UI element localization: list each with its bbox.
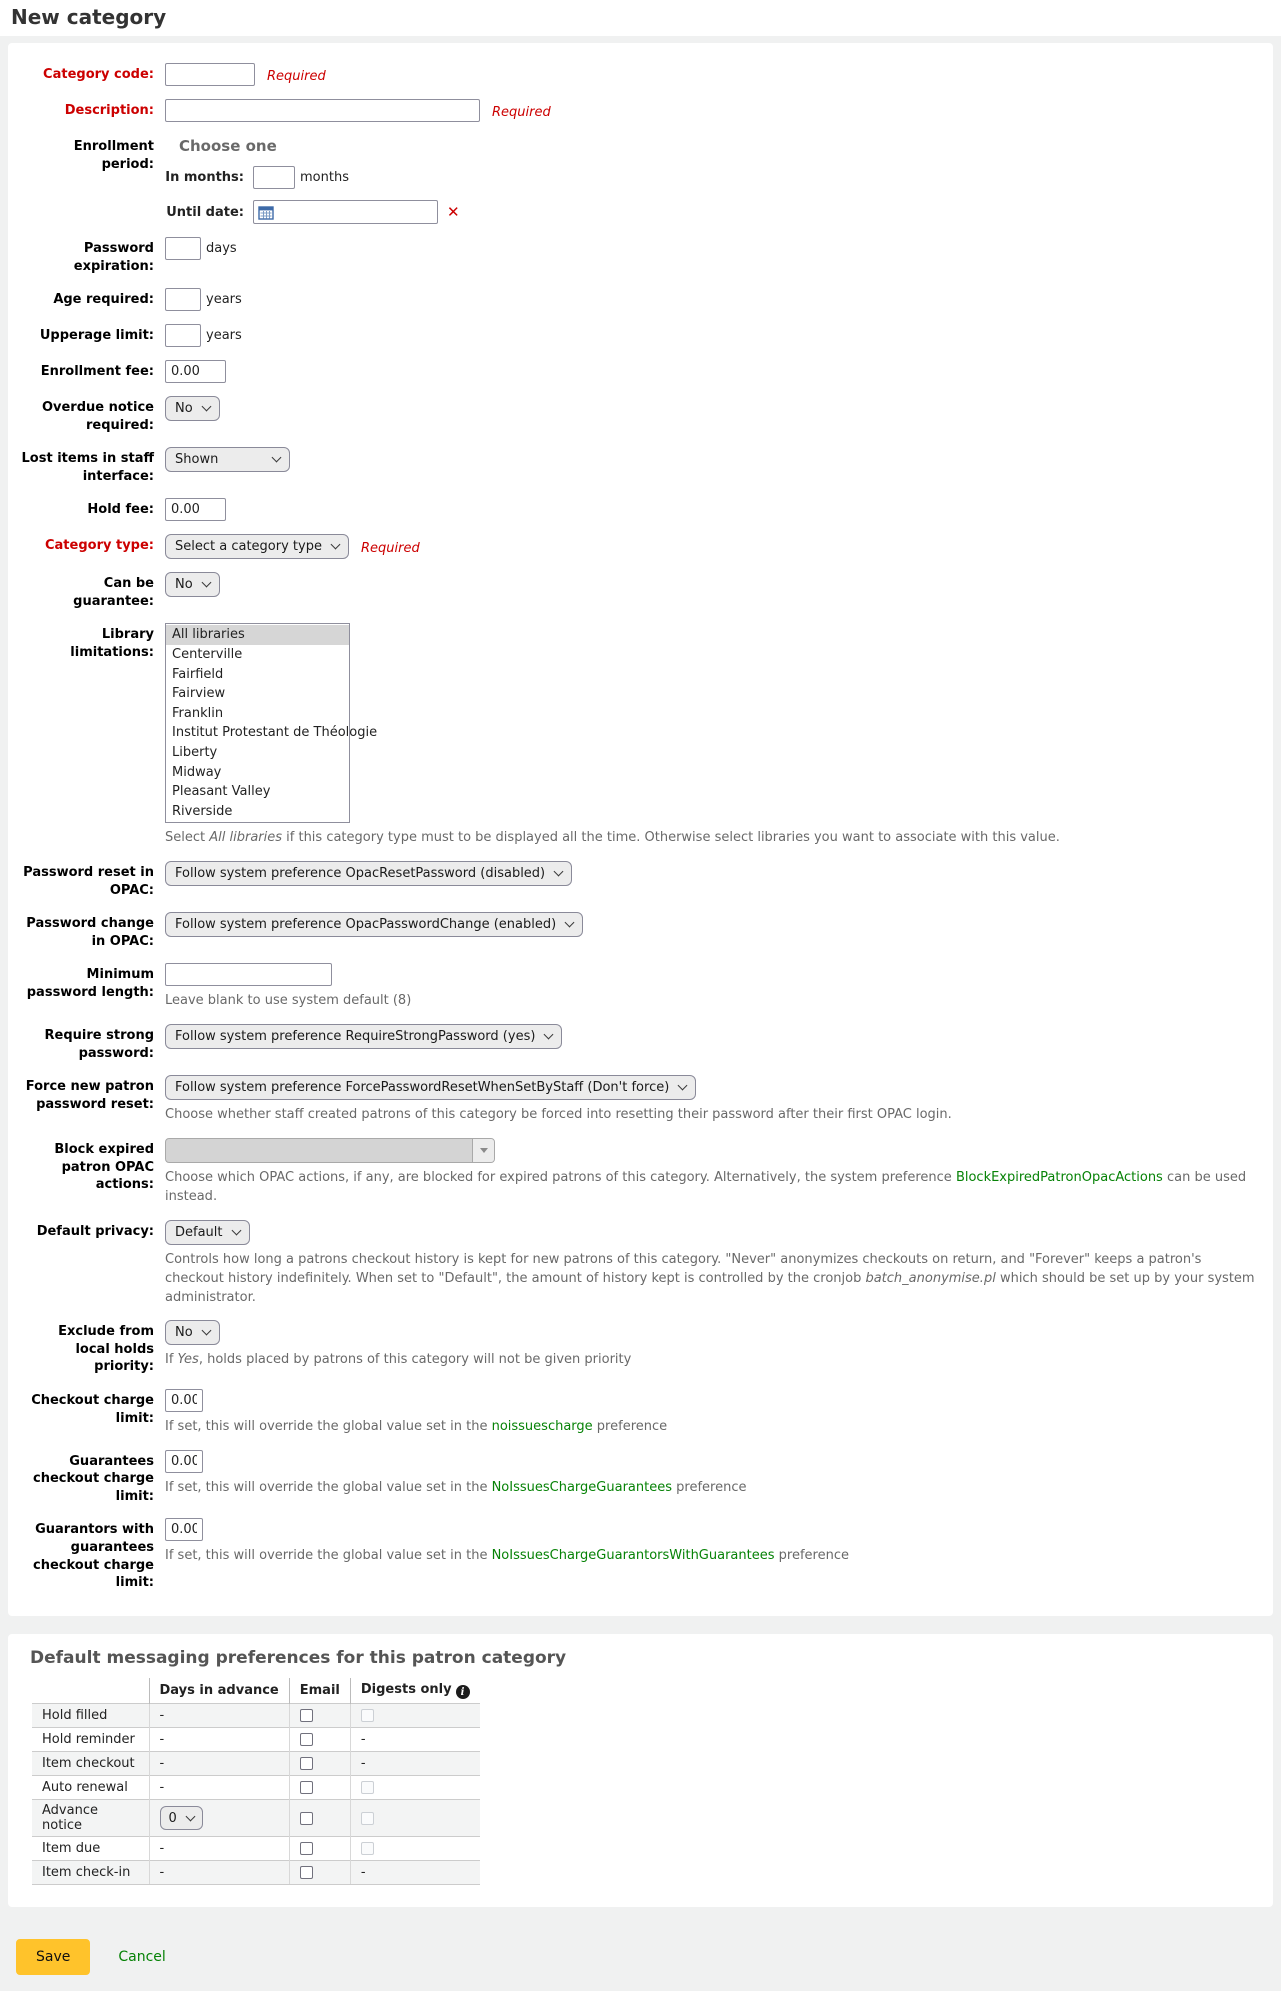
email-checkbox[interactable]: [300, 1709, 313, 1722]
listbox-option[interactable]: Pleasant Valley: [172, 784, 271, 800]
enrollment-period-legend: Choose one: [179, 137, 277, 155]
guarantors-charge-hint: If set, this will override the global value set in the NoIssuesChargeGuarantorsWithGuarantees preference: [165, 1548, 849, 1564]
age-required-input[interactable]: [165, 288, 201, 311]
category-type-label: Category type:: [44, 538, 154, 554]
field-enrollment-period: [20, 135, 1261, 224]
field-password-change-opac: [20, 912, 1261, 950]
messaging-heading: Default messaging preferences for this patron category: [30, 1647, 567, 1668]
description-label: Description:: [64, 103, 154, 118]
noissueschargeguarantees-pref-link[interactable]: NoIssuesChargeGuarantees: [491, 1479, 672, 1495]
save-button[interactable]: Save: [16, 1939, 90, 1975]
form-actions: [0, 1925, 1281, 1991]
hold-fee-label: Hold fee:: [87, 502, 154, 518]
digests-only-cell: -: [350, 1752, 479, 1776]
lost-items-value: Shown: [175, 452, 219, 468]
chevron-down-icon: [272, 453, 282, 463]
until-date-label: Until date:: [166, 204, 244, 220]
message-name-cell: Hold reminder: [32, 1728, 149, 1752]
block-expired-label: Block expired patron OPAC actions:: [54, 1142, 154, 1193]
upperage-limit-label: Upperage limit:: [39, 328, 154, 344]
calendar-icon: [258, 205, 274, 220]
upperage-limit-input[interactable]: [165, 324, 201, 347]
force-password-reset-value: Follow system preference ForcePasswordResetWhenSetByStaff (Don't force): [175, 1080, 670, 1096]
message-name-cell: Auto renewal: [32, 1776, 149, 1800]
chevron-down-icon: [565, 918, 575, 928]
clear-date-icon[interactable]: ✕: [447, 203, 460, 221]
until-date-input[interactable]: [253, 200, 438, 224]
field-age-required: [20, 288, 1261, 311]
field-category-code: [20, 63, 1261, 86]
noissueschargeguarantorswithguarantees-pref-link[interactable]: NoIssuesChargeGuarantorsWithGuarantees: [491, 1548, 775, 1564]
digests-only-checkbox: [361, 1709, 374, 1722]
field-category-type: [20, 534, 1261, 559]
chevron-down-icon: [201, 1326, 211, 1336]
listbox-option[interactable]: Liberty: [172, 744, 218, 760]
message-name-cell: Item checkout: [32, 1752, 149, 1776]
require-strong-password-select[interactable]: [165, 1024, 562, 1049]
listbox-option[interactable]: Centerville: [172, 646, 243, 662]
listbox-option[interactable]: Institut Protestant de Théologie: [172, 725, 378, 741]
table-row: [32, 1728, 480, 1752]
email-cell: [289, 1800, 350, 1837]
message-name-cell: Advance notice: [32, 1800, 149, 1837]
field-guarantors-charge: [20, 1518, 1261, 1591]
digests-only-cell: -: [350, 1861, 479, 1885]
field-can-be-guarantee: [20, 572, 1261, 610]
messaging-table: [32, 1678, 480, 1886]
min-password-length-input[interactable]: [165, 963, 332, 986]
field-force-password-reset: [20, 1075, 1261, 1125]
hold-fee-input[interactable]: [165, 498, 226, 521]
table-row: [32, 1752, 480, 1776]
field-enrollment-fee: [20, 360, 1261, 383]
listbox-option[interactable]: Fairfield: [172, 666, 224, 682]
min-password-length-label: Minimum password length:: [26, 967, 154, 1000]
field-library-limitations: [20, 623, 1261, 848]
advance-notice-days-select[interactable]: 0: [160, 1806, 203, 1830]
days-in-advance-cell: -: [149, 1861, 289, 1885]
days-unit: days: [206, 241, 237, 256]
email-checkbox[interactable]: [300, 1812, 313, 1825]
password-reset-opac-value: Follow system preference OpacResetPassword (disabled): [175, 866, 546, 882]
chevron-down-icon: [331, 540, 341, 550]
field-overdue-notice: [20, 396, 1261, 434]
default-privacy-hint: Controls how long a patrons checkout history is kept for new patrons of this category. "Never" anonymizes checkouts on return, and "Forever" keeps a patron's checkout history indefinitely. When set to "Default", the amount of history kept is controlled by the cronjob batch_anonymise.pl which should be set up by your system administrator.: [165, 1251, 1255, 1305]
message-name-cell: Item due: [32, 1837, 149, 1861]
email-cell: [289, 1837, 350, 1861]
checkout-charge-input[interactable]: [165, 1389, 203, 1412]
listbox-option[interactable]: Franklin: [172, 705, 224, 721]
digests-only-cell: [350, 1837, 479, 1861]
age-required-label: Age required:: [53, 292, 154, 308]
field-password-expiration: [20, 237, 1261, 275]
messaging-col-email: Email: [289, 1678, 350, 1704]
password-expiration-label: Password expiration:: [73, 241, 154, 274]
field-upperage-limit: [20, 324, 1261, 347]
field-description: [20, 99, 1261, 122]
default-privacy-value: Default: [175, 1224, 223, 1240]
can-be-guarantee-select[interactable]: [165, 572, 220, 597]
digests-only-cell: [350, 1800, 479, 1837]
password-reset-opac-select[interactable]: [165, 861, 572, 886]
password-change-opac-label: Password change in OPAC:: [26, 916, 154, 949]
chevron-down-icon: [185, 1811, 195, 1821]
email-cell: [289, 1776, 350, 1800]
field-default-privacy: [20, 1220, 1261, 1308]
table-row: [32, 1800, 480, 1837]
chevron-down-icon: [201, 578, 211, 588]
table-row: [32, 1776, 480, 1800]
field-guarantees-charge: [20, 1450, 1261, 1506]
guarantees-charge-hint: If set, this will override the global value set in the NoIssuesChargeGuarantees preference: [165, 1479, 747, 1495]
password-change-opac-select[interactable]: [165, 912, 583, 937]
email-checkbox[interactable]: [300, 1866, 313, 1879]
require-strong-password-value: Follow system preference RequireStrongPassword (yes): [175, 1029, 536, 1045]
table-row: [32, 1861, 480, 1885]
force-password-reset-select[interactable]: [165, 1075, 696, 1100]
messaging-col-days: Days in advance: [149, 1678, 289, 1704]
can-be-guarantee-label: Can be guarantee:: [73, 576, 154, 609]
listbox-option[interactable]: Fairview: [172, 686, 226, 702]
days-in-advance-cell: -: [149, 1752, 289, 1776]
email-checkbox[interactable]: [300, 1757, 313, 1770]
lost-items-select[interactable]: [165, 447, 290, 472]
page-header: [0, 0, 1281, 36]
messaging-preferences-panel: [8, 1634, 1273, 1908]
category-type-select[interactable]: [165, 534, 349, 559]
table-row: [32, 1704, 480, 1728]
field-lost-items: [20, 447, 1261, 485]
exclude-local-holds-label: Exclude from local holds priority:: [58, 1324, 154, 1375]
info-icon[interactable]: i: [456, 1685, 470, 1699]
require-strong-password-label: Require strong password:: [44, 1028, 154, 1061]
default-privacy-select[interactable]: [165, 1220, 250, 1245]
field-until-date: [165, 200, 1261, 224]
overdue-notice-label: Overdue notice required:: [41, 400, 154, 433]
digests-only-checkbox: [361, 1781, 374, 1794]
guarantees-charge-input[interactable]: [165, 1450, 203, 1473]
can-be-guarantee-value: No: [175, 577, 193, 593]
guarantees-charge-label: Guarantees checkout charge limit:: [33, 1453, 154, 1504]
days-in-advance-cell: [149, 1800, 289, 1837]
checkout-charge-label: Checkout charge limit:: [31, 1392, 154, 1426]
email-checkbox[interactable]: [300, 1842, 313, 1855]
exclude-local-holds-value: No: [175, 1325, 193, 1341]
chevron-down-icon: [544, 1030, 554, 1040]
days-in-advance-cell: -: [149, 1837, 289, 1861]
overdue-notice-value: No: [175, 401, 193, 417]
required-note: Required: [492, 104, 551, 120]
description-input[interactable]: [165, 99, 480, 122]
years-unit: years: [206, 292, 242, 308]
exclude-local-holds-select[interactable]: [165, 1320, 220, 1345]
checkout-charge-hint: If set, this will override the global value set in the noissuescharge preference: [165, 1418, 668, 1434]
messaging-col-blank: [32, 1678, 149, 1704]
email-checkbox[interactable]: [300, 1781, 313, 1794]
field-exclude-local-holds: [20, 1320, 1261, 1376]
email-checkbox[interactable]: [300, 1733, 313, 1746]
block-expired-hint: Choose which OPAC actions, if any, are blocked for expired patrons of this category. Alternatively, the system preference BlockExpiredPatronOpacActions can be used instead.: [165, 1170, 1247, 1204]
enrollment-period-label: Enrollment period:: [73, 139, 154, 172]
field-require-strong-password: [20, 1024, 1261, 1062]
category-code-input[interactable]: [165, 63, 255, 86]
listbox-option[interactable]: Riverside: [172, 803, 233, 819]
password-change-opac-value: Follow system preference OpacPasswordChange (enabled): [175, 917, 557, 933]
table-row: [32, 1837, 480, 1861]
library-limitations-hint: Select All libraries if this category type must to be displayed all the time. Otherwise select libraries you want to associate with this value.: [165, 830, 1060, 846]
guarantors-charge-label: Guarantors with guarantees checkout charge limit:: [33, 1522, 154, 1591]
digests-only-cell: [350, 1776, 479, 1800]
chevron-down-icon: [554, 867, 564, 877]
min-password-length-hint: Leave blank to use system default (8): [165, 993, 412, 1009]
chevron-down-icon: [231, 1225, 241, 1235]
chevron-down-icon: [472, 1139, 494, 1162]
exclude-local-holds-hint: If Yes, holds placed by patrons of this category will not be given priority: [165, 1352, 632, 1368]
chevron-down-icon: [201, 402, 211, 412]
message-name-cell: Hold filled: [32, 1704, 149, 1728]
digests-only-checkbox: [361, 1842, 374, 1855]
field-checkout-charge: [20, 1389, 1261, 1437]
digests-only-cell: -: [350, 1728, 479, 1752]
digests-only-checkbox: [361, 1812, 374, 1825]
listbox-option[interactable]: All libraries: [166, 625, 349, 645]
password-expiration-input[interactable]: [165, 237, 201, 260]
field-password-reset-opac: [20, 861, 1261, 899]
required-note: Required: [267, 68, 326, 84]
password-reset-opac-label: Password reset in OPAC:: [23, 865, 154, 898]
category-type-value: Select a category type: [175, 539, 322, 555]
field-block-expired: [20, 1138, 1261, 1207]
field-hold-fee: [20, 498, 1261, 521]
lost-items-label: Lost items in staff interface:: [21, 451, 154, 484]
guarantors-charge-input[interactable]: [165, 1518, 203, 1541]
default-privacy-label: Default privacy:: [36, 1223, 154, 1239]
enrollment-fee-label: Enrollment fee:: [40, 364, 154, 380]
required-note: Required: [360, 540, 420, 556]
library-limitations-listbox[interactable]: [165, 623, 378, 823]
days-in-advance-cell: -: [149, 1776, 289, 1800]
days-in-advance-cell: -: [149, 1704, 289, 1728]
field-in-months: [165, 166, 1261, 189]
email-cell: [289, 1728, 350, 1752]
digests-only-cell: [350, 1704, 479, 1728]
messaging-col-digests: Digests only i: [350, 1678, 479, 1704]
email-cell: [289, 1704, 350, 1728]
block-expired-select: [165, 1138, 495, 1163]
field-min-password-length: [20, 963, 1261, 1011]
category-form-panel: [8, 43, 1273, 1616]
years-unit: years: [206, 328, 242, 344]
in-months-input[interactable]: [253, 166, 295, 189]
days-in-advance-cell: -: [149, 1728, 289, 1752]
force-password-reset-label: Force new patron password reset:: [25, 1079, 154, 1112]
category-code-label: Category code:: [43, 67, 154, 82]
cancel-link[interactable]: Cancel: [118, 1949, 166, 1966]
listbox-option[interactable]: Midway: [172, 764, 222, 780]
email-cell: [289, 1861, 350, 1885]
chevron-down-icon: [678, 1081, 688, 1091]
message-name-cell: Item check-in: [32, 1861, 149, 1885]
block-expired-pref-link[interactable]: BlockExpiredPatronOpacActions: [955, 1170, 1163, 1186]
overdue-notice-select[interactable]: [165, 396, 220, 421]
email-cell: [289, 1752, 350, 1776]
enrollment-fee-input[interactable]: [165, 360, 226, 383]
noissuescharge-pref-link[interactable]: noissuescharge: [491, 1418, 593, 1434]
force-password-reset-hint: Choose whether staff created patrons of this category be forced into resetting their password after their first OPAC login.: [165, 1107, 952, 1123]
page-title: New category: [11, 5, 167, 29]
months-unit: months: [300, 170, 349, 185]
in-months-label: In months:: [165, 170, 244, 185]
library-limitations-label: Library limitations:: [70, 627, 154, 660]
